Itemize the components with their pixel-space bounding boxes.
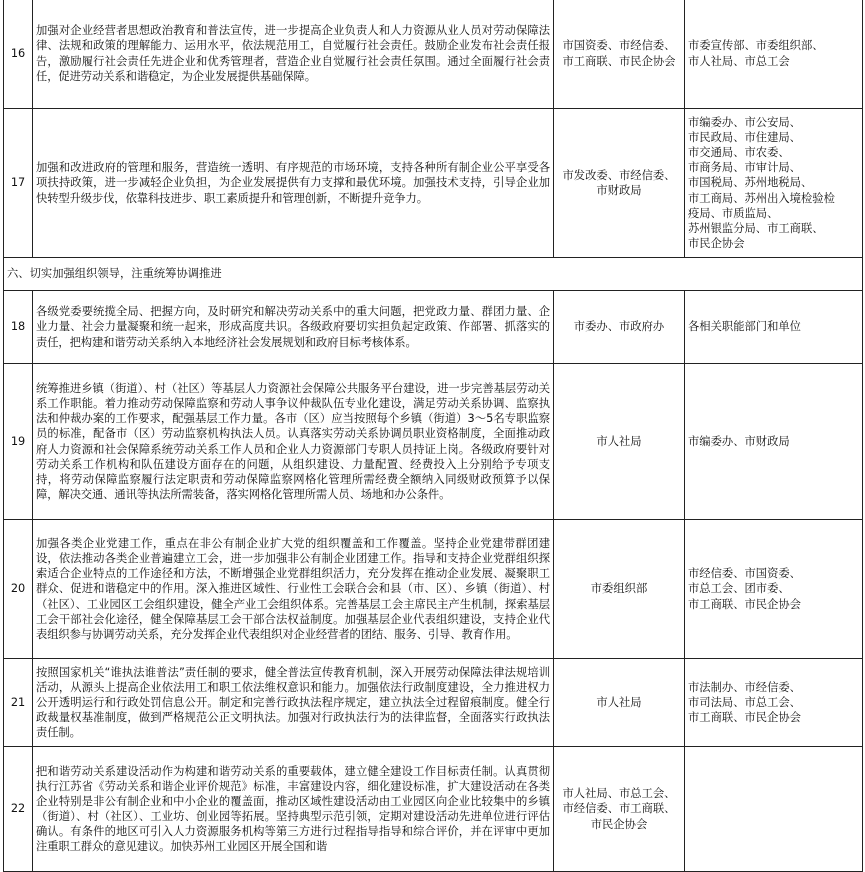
coop-line: 市司法局、市总工会、 xyxy=(688,695,801,709)
lead-line: 市委办、市政府办 xyxy=(573,320,665,334)
coop-line: 市总工会、团市委、 xyxy=(688,582,790,596)
lead-line: 市民企协会 xyxy=(590,817,648,831)
lead-line: 市委组织部 xyxy=(590,582,648,596)
lead-line: 市财政局 xyxy=(596,184,642,197)
coop-line: 市工商联、市民企协会 xyxy=(688,597,801,611)
coop-line: 市交通局、市农委、 xyxy=(688,146,790,160)
coop-line: 市经信委、市国资委、 xyxy=(688,567,801,581)
coop-line: 市编委办、市财政局 xyxy=(688,434,790,448)
cooperating-departments xyxy=(685,659,863,747)
table-row xyxy=(4,0,863,109)
table-row xyxy=(4,659,863,747)
table-row xyxy=(4,364,863,520)
lead-line: 市经信委、市工商联、 xyxy=(562,802,676,816)
task-content: 加强各类企业党建工作，重点在非公有制企业扩大党的组织覆盖和工作覆盖。坚持企业党建带群团建设，依法推动各类企业普遍建立工会，进一步加强非公有制企业团建工作。指导和支持企业党群组织探索适合企业特点的工作途径和方法，不断增强企业党群组织活力，充分发挥在推动企业发展、凝聚职工群众、促进和谐稳定中的作用。深入推进区域性、行业性工会联合会和县（市、区）、乡镇（街道）、村（社区）、工业园区工会组织建设，健全产业工会组织体系。完善基层工会主席民主产生机制，探索基层工会干部社会化途径，健全保障基层工会干部合法权益制度。加强基层企业代表组织建设，支持企业代表组织参与协调劳动关系，充分发挥企业代表组织对企业经营者的团结、服务、引导、教育作用。 xyxy=(33,520,554,659)
coop-line: 市民企协会 xyxy=(688,236,745,250)
section-heading: 六、切实加强组织领导，注重统筹协调推进 xyxy=(4,258,863,291)
coop-line: 疫局、市质监局、 xyxy=(688,206,779,220)
task-content: 按照国家机关“谁执法谁普法”责任制的要求，健全普法宣传教育机制，深入开展劳动保障法律法规培训活动，从源头上提高企业依法用工和职工依法维权意识和能力。加强依法行政制度建设，全力推进权力公开透明运行和行政处罚信息公开。制定和完善行政执法程序规定，建立执法全过程留痕制度。健全行政裁量权基准制度，做到严格规范公正文明执法。加强对行政执法行为的法律监督，全面落实行政执法责任制。 xyxy=(33,659,554,747)
task-content: 加强对企业经营者思想政治教育和普法宣传，进一步提高企业负责人和人力资源从业人员对劳动保障法律、法规和政策的理解能力、运用水平，依法规范用工，自觉履行社会责任。鼓励企业发布社会责任报告，激励履行社会责任先进企业和优秀管理者，营造企业自觉履行社会责任氛围。通过全面履行社会责任，促进劳动关系和谐稳定，为企业发展提供基础保障。 xyxy=(33,0,554,109)
lead-department xyxy=(554,659,685,747)
coop-line: 各相关职能部门和单位 xyxy=(688,320,801,334)
lead-department xyxy=(554,364,685,520)
coop-line: 市国税局、苏州地税局、 xyxy=(688,176,813,190)
coop-line: 市商务局、市审计局、 xyxy=(688,161,801,175)
row-number: 16 xyxy=(4,0,33,109)
lead-department xyxy=(554,520,685,659)
cooperating-departments xyxy=(685,291,863,364)
coop-line: 市法制办、市经信委、 xyxy=(688,680,801,694)
coop-line: 市编委办、市公安局、 xyxy=(688,116,801,130)
lead-line: 市人社局、市总工会、 xyxy=(562,787,676,801)
row-number: 20 xyxy=(4,520,33,659)
coop-line: 市工商联、市民企协会 xyxy=(688,711,801,725)
cooperating-departments xyxy=(685,0,863,109)
coop-line: 苏州银监分局、市工商联、 xyxy=(688,221,824,235)
row-number: 18 xyxy=(4,291,33,364)
coop-line: 市委宣传部、市委组织部、 xyxy=(688,39,824,53)
policy-task-table xyxy=(3,0,863,872)
row-number: 19 xyxy=(4,364,33,520)
row-number: 21 xyxy=(4,659,33,747)
cooperating-departments xyxy=(685,520,863,659)
lead-department xyxy=(554,747,685,872)
lead-line: 市国资委、市经信委、 xyxy=(562,39,676,53)
cooperating-departments xyxy=(685,747,863,872)
row-number: 17 xyxy=(4,109,33,258)
table-row xyxy=(4,291,863,364)
row-number: 22 xyxy=(4,747,33,872)
lead-department xyxy=(554,0,685,109)
lead-line: 市工商联、市民企协会 xyxy=(562,54,676,68)
table-row xyxy=(4,747,863,872)
task-content: 加强和改进政府的管理和服务，营造统一透明、有序规范的市场环境，支持各种所有制企业公平享受各项扶持政策，进一步减轻企业负担，为企业发展提供有力支撑和最优环境。加强技术支持，引导企业加快转型升级步伐，依靠科技进步、职工素质提升和管理创新，不断提升竞争力。 xyxy=(33,109,554,258)
section-heading-row xyxy=(4,258,863,291)
lead-line: 市发改委、市经信委、 xyxy=(562,168,676,182)
lead-department xyxy=(554,109,685,258)
coop-line: 市工商局、苏州出入境检验检 xyxy=(688,191,835,205)
cooperating-departments xyxy=(685,364,863,520)
task-content: 各级党委要统揽全局、把握方向，及时研究和解决劳动关系中的重大问题，把党政力量、群团力量、企业力量、社会力量凝聚和统一起来，形成高度共识。各级政府要切实担负起定政策、作部署、抓落实的责任，把构建和谐劳动关系纳入本地经济社会发展规划和政府目标考核体系。 xyxy=(33,291,554,364)
cooperating-departments xyxy=(685,109,863,258)
lead-line: 市人社局 xyxy=(596,695,642,709)
lead-department xyxy=(554,291,685,364)
coop-line: 市民政局、市住建局、 xyxy=(688,131,801,145)
lead-line: 市人社局 xyxy=(596,434,642,448)
table-row xyxy=(4,109,863,258)
table-row xyxy=(4,520,863,659)
coop-line: 市人社局、市总工会 xyxy=(688,54,790,68)
task-content: 统筹推进乡镇（街道）、村（社区）等基层人力资源社会保障公共服务平台建设，进一步完善基层劳动关系工作职能。着力推动劳动保障监察和劳动人事争议仲裁队伍专业化建设，满足劳动关系协调、监察执法和仲裁办案的工作要求，配强基层工作力量。各市（区）应当按照每个乡镇（街道）3～5名专职监察员的标准，配备市（区）劳动监察机构执法人员。认真落实劳动关系协调员职业资格制度，全面推动政府人力资源和社会保障系统劳动关系工作人员和企业人力资源部门专职人员持证上岗。各级政府要针对劳动关系工作机构和队伍建设方面存在的问题，从组织建设、力量配置、经费投入上分别给予专项支持，将劳动保障监察履行法定职责和劳动保障监察网格化管理所需经费全额纳入同级财政预算予以保障，解决交通、通讯等执法所需装备，落实网格化管理所需人员、场地和办公条件。 xyxy=(33,364,554,520)
task-content: 把和谐劳动关系建设活动作为构建和谐劳动关系的重要载体，建立健全建设工作目标责任制。认真贯彻执行江苏省《劳动关系和谐企业评价规范》标准，丰富建设内容，细化建设标准，扩大建设活动在各类企业特别是非公有制企业和中小企业的覆盖面，推动区域性建设活动由工业园区向企业比较集中的乡镇（街道）、村（社区）、工业坊、创业园等拓展。坚持典型示范引领，定期对建设活动先进单位进行评估确认。有条件的地区可引入人力资源服务机构等第三方进行过程指导指导和综合评价，并在评审中更加注重职工群众的意见建议。加快苏州工业园区开展全国和谐 xyxy=(33,747,554,872)
